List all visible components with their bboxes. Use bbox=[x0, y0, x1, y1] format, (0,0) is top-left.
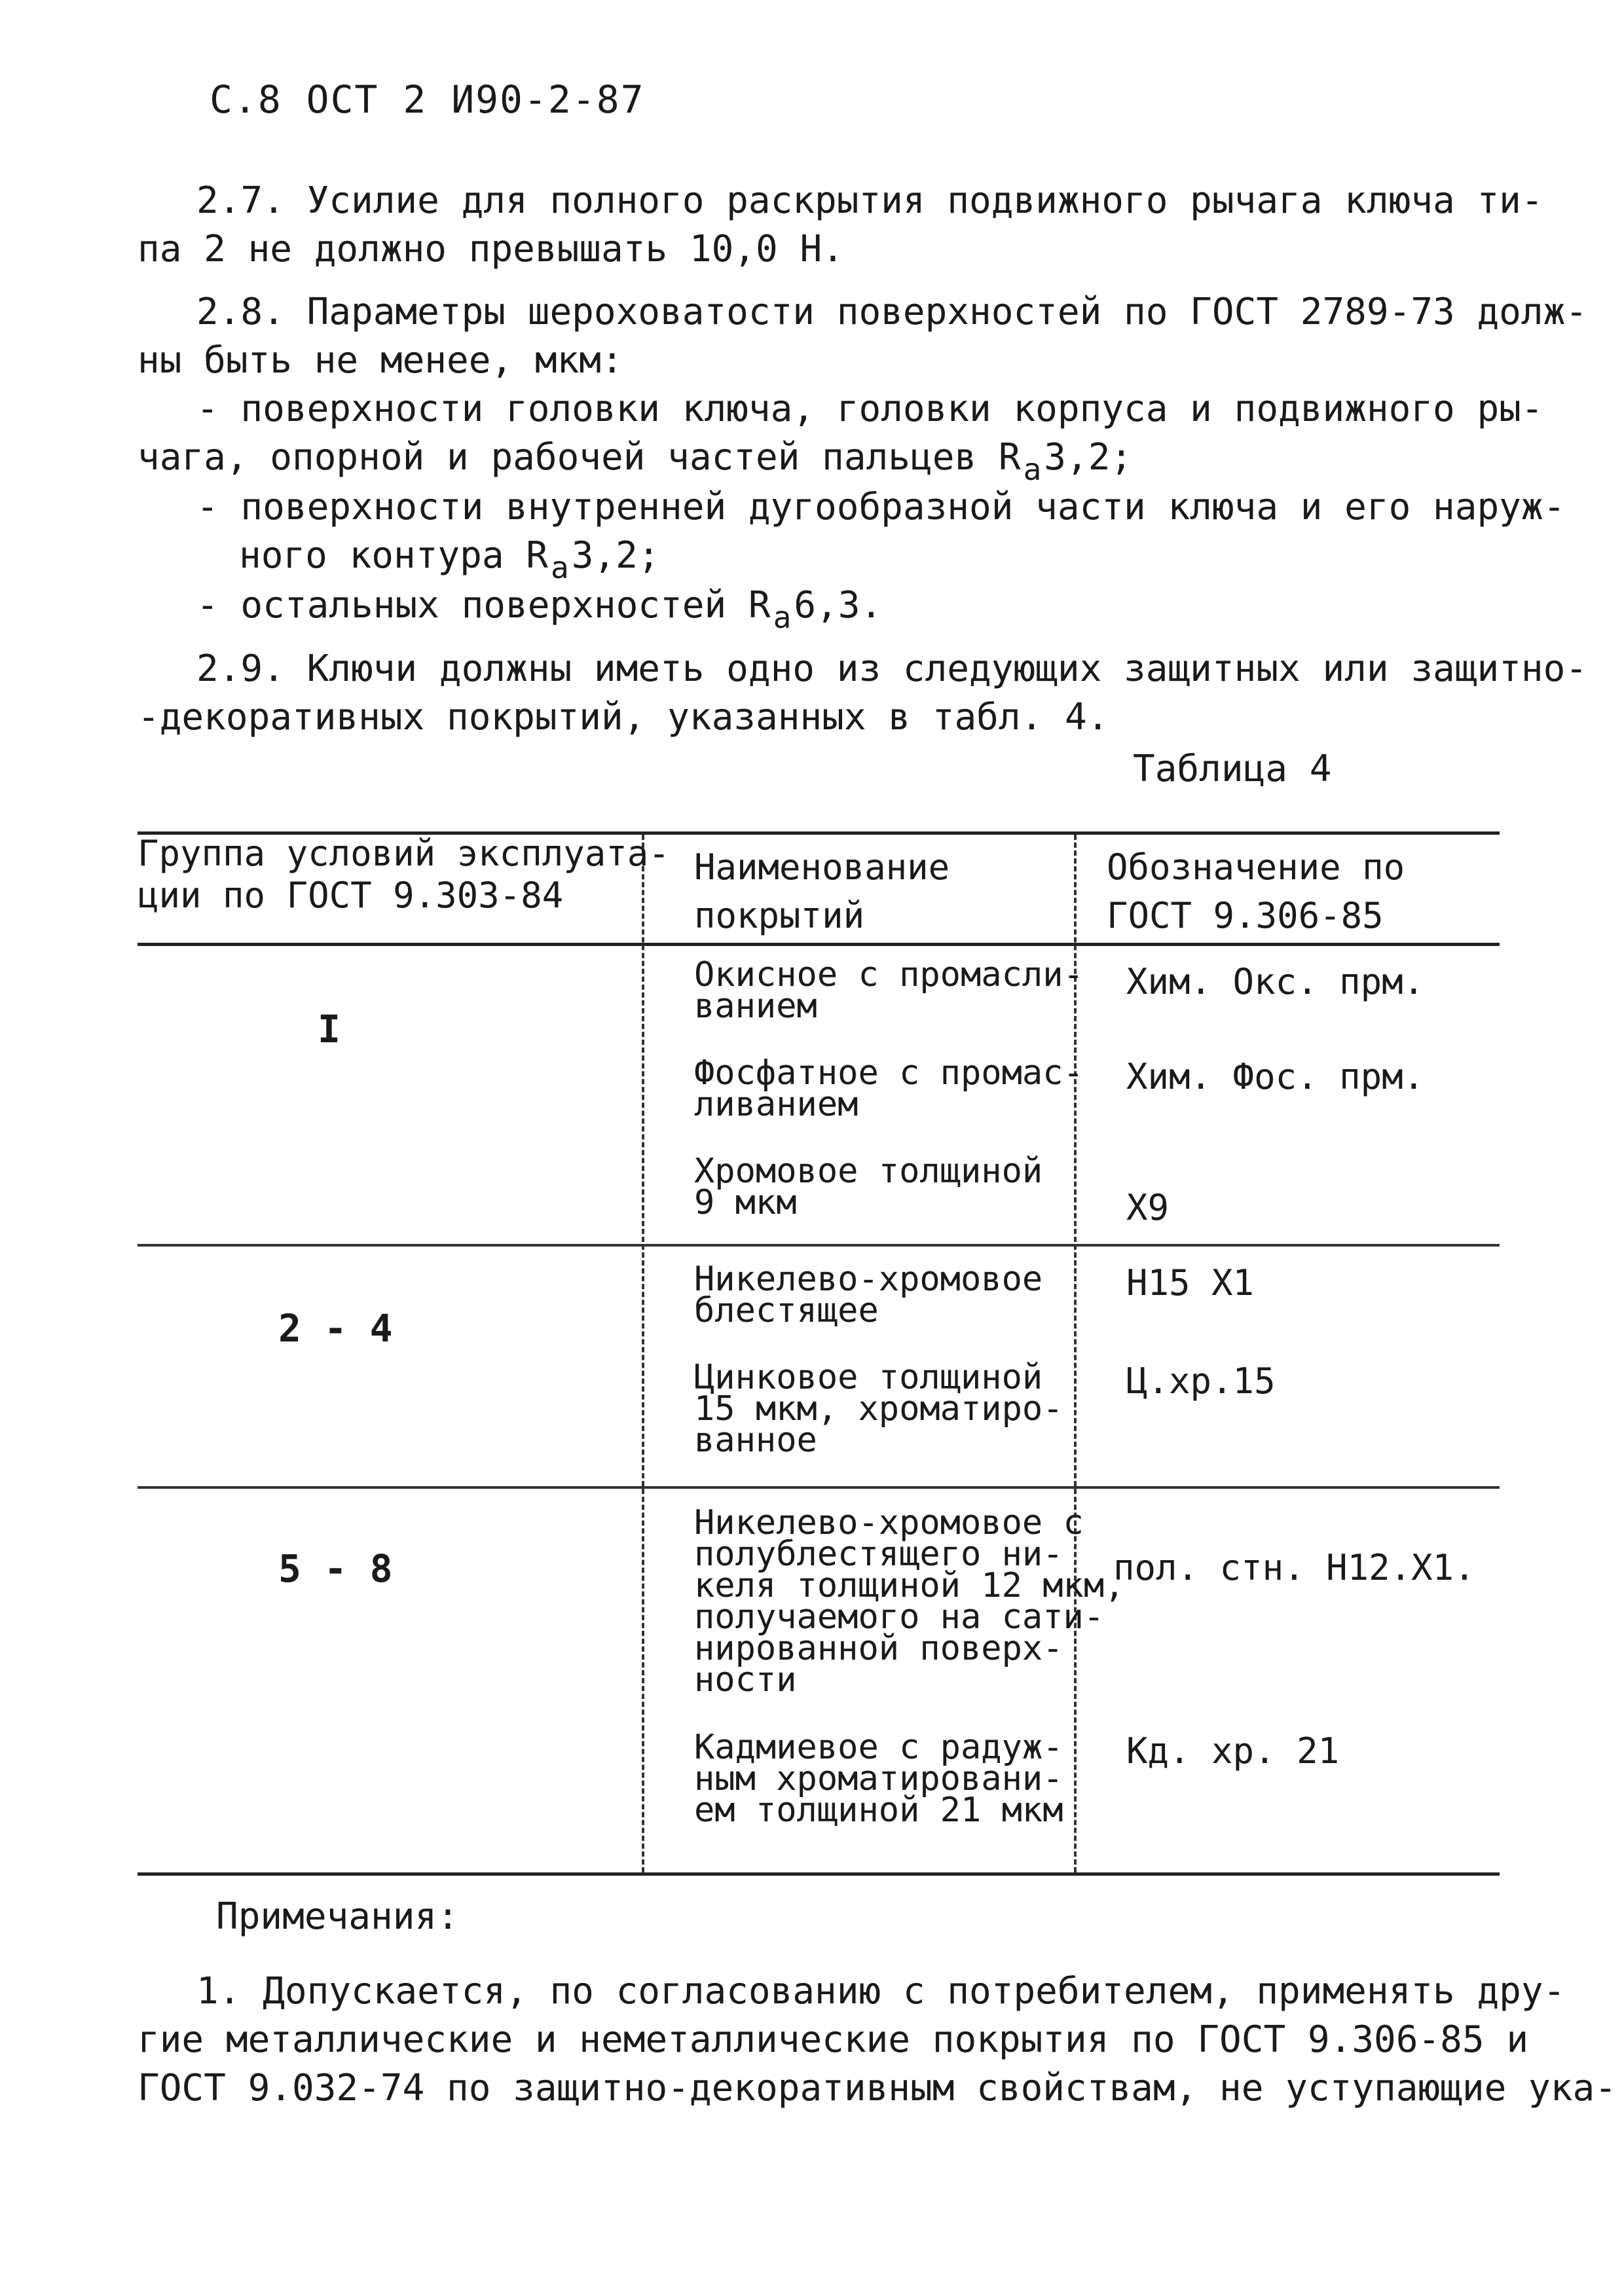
para-2-8-item-2b bbox=[138, 532, 1454, 585]
group-label-3: 5 - 8 bbox=[278, 1546, 393, 1591]
item-3-text: - остальных поверхностей R bbox=[196, 584, 771, 627]
table-bottom-rule bbox=[138, 1872, 1500, 1876]
item-1b-subscript: a bbox=[1023, 452, 1042, 487]
coating-name bbox=[694, 1152, 1043, 1222]
coating-code: пол. стн. Н12.Х1. bbox=[1113, 1547, 1475, 1588]
coating-name-line: ванием bbox=[694, 987, 817, 1026]
header-col3-line1: Обозначение по bbox=[1107, 847, 1405, 888]
coating-name-line: Окисное с промасли- bbox=[694, 955, 1084, 994]
item-2b-value: 3,2; bbox=[571, 534, 660, 577]
coating-code: Кд. хр. 21 bbox=[1126, 1730, 1340, 1772]
paragraph-2-7 bbox=[138, 177, 1543, 274]
coating-name-line: Никелево-хромовое с bbox=[694, 1503, 1084, 1542]
item-1b-value: 3,2; bbox=[1044, 436, 1133, 479]
para-2-8-item-3 bbox=[138, 581, 1454, 635]
group-separator-1 bbox=[138, 1244, 1500, 1247]
coating-code: Хим. Фос. прм. bbox=[1126, 1056, 1425, 1097]
coating-name-line: ным хроматировани- bbox=[694, 1759, 1063, 1798]
coating-name bbox=[694, 955, 1084, 1026]
header-condition-group bbox=[138, 833, 670, 917]
para-2-7-line-1: 2.7. Усилие для полного раскрытия подвижного рычага ключа ти- bbox=[196, 179, 1543, 222]
note-1 bbox=[138, 1967, 1617, 2113]
coating-code: Н15 Х1 bbox=[1126, 1262, 1255, 1303]
header-designation bbox=[1107, 843, 1405, 940]
coating-name-line: ливанием bbox=[694, 1085, 858, 1124]
paragraph-2-9 bbox=[138, 645, 1588, 742]
para-2-9-line-2: -декоративных покрытий, указанных в табл. 4. bbox=[138, 696, 1109, 738]
coating-name-line: 15 мкм, хроматиро- bbox=[694, 1389, 1063, 1429]
para-2-8-line-2: ны быть не менее, мкм: bbox=[138, 339, 623, 382]
coatings-table bbox=[138, 831, 1500, 1886]
group-label-2: 2 - 4 bbox=[278, 1306, 393, 1351]
coating-name-line: получаемого на сати- bbox=[694, 1597, 1105, 1637]
header-col2-line1: Наименование bbox=[694, 847, 950, 888]
item-3-subscript: a bbox=[773, 600, 792, 635]
item-2b-subscript: a bbox=[551, 550, 569, 585]
coating-name-line: 9 мкм bbox=[694, 1183, 797, 1222]
paragraph-2-8 bbox=[138, 288, 1588, 635]
coating-name-line: Кадмиевое с радуж- bbox=[694, 1728, 1063, 1767]
group-label-1: I bbox=[318, 1007, 341, 1051]
item-3-value: 6,3. bbox=[794, 584, 883, 627]
para-2-9-line-1: 2.9. Ключи должны иметь одно из следующих защитных или защитно- bbox=[196, 647, 1588, 690]
coating-name bbox=[694, 1503, 1125, 1700]
coating-name bbox=[694, 1053, 1084, 1124]
header-coating-name bbox=[694, 843, 950, 940]
coating-name-line: нированной поверх- bbox=[694, 1629, 1063, 1668]
table-caption: Таблица 4 bbox=[1133, 748, 1332, 790]
column-divider-1 bbox=[642, 835, 644, 1872]
coating-code: Хим. Окс. прм. bbox=[1126, 961, 1425, 1002]
note-1-line-2: гие металлические и неметаллические покрытия по ГОСТ 9.306-85 и bbox=[138, 2018, 1529, 2061]
header-col3-line2: ГОСТ 9.306-85 bbox=[1107, 895, 1384, 936]
coating-name-line: келя толщиной 12 мкм, bbox=[694, 1566, 1125, 1605]
header-col1-line2: ции по ГОСТ 9.303-84 bbox=[138, 875, 564, 916]
header-col2-line2: покрытий bbox=[694, 895, 865, 936]
coating-name-line: полублестящего ни- bbox=[694, 1535, 1063, 1574]
coating-name-line: ем толщиной 21 мкм bbox=[694, 1791, 1063, 1830]
coating-name bbox=[694, 1260, 1043, 1330]
item-2b-text: ного контура R bbox=[239, 534, 549, 577]
para-2-7-line-2: па 2 не должно превышать 10,0 Н. bbox=[138, 228, 844, 270]
para-2-8-item-1a: - поверхности головки ключа, головки корпуса и подвижного ры- bbox=[196, 388, 1543, 430]
coating-name-line: Фосфатное с промас- bbox=[694, 1053, 1084, 1093]
coating-name-line: ванное bbox=[694, 1421, 817, 1460]
coating-name-line: Никелево-хромовое bbox=[694, 1260, 1043, 1299]
header-col1-line1: Группа условий эксплуата- bbox=[138, 833, 670, 874]
para-2-8-item-2a: - поверхности внутренней дугообразной части ключа и его наруж- bbox=[196, 486, 1566, 528]
coating-name-line: Хромовое толщиной bbox=[694, 1152, 1043, 1191]
coating-name-line: ности bbox=[694, 1660, 797, 1700]
item-1b-text: чага, опорной и рабочей частей пальцев R bbox=[138, 436, 1021, 479]
group-separator-2 bbox=[138, 1486, 1500, 1489]
page-header: С.8 ОСТ 2 И90-2-87 bbox=[210, 77, 645, 122]
coating-name-line: Цинковое толщиной bbox=[694, 1358, 1043, 1397]
coating-name-line: блестящее bbox=[694, 1291, 879, 1330]
coating-code: Х9 bbox=[1126, 1187, 1170, 1228]
table-header-rule bbox=[138, 943, 1500, 946]
coating-name bbox=[694, 1358, 1063, 1460]
coating-name bbox=[694, 1728, 1063, 1830]
note-1-line-1: 1. Допускается, по согласованию с потребителем, применять дру- bbox=[196, 1970, 1566, 2013]
para-2-8-item-1b bbox=[138, 433, 1454, 487]
para-2-8-line-1: 2.8. Параметры шероховатости поверхностей по ГОСТ 2789-73 долж- bbox=[196, 291, 1588, 333]
note-1-line-3: ГОСТ 9.032-74 по защитно-декоративным свойствам, не уступающие ука- bbox=[138, 2067, 1617, 2109]
coating-code: Ц.хр.15 bbox=[1126, 1360, 1276, 1402]
notes-title: Примечания: bbox=[216, 1895, 459, 1938]
